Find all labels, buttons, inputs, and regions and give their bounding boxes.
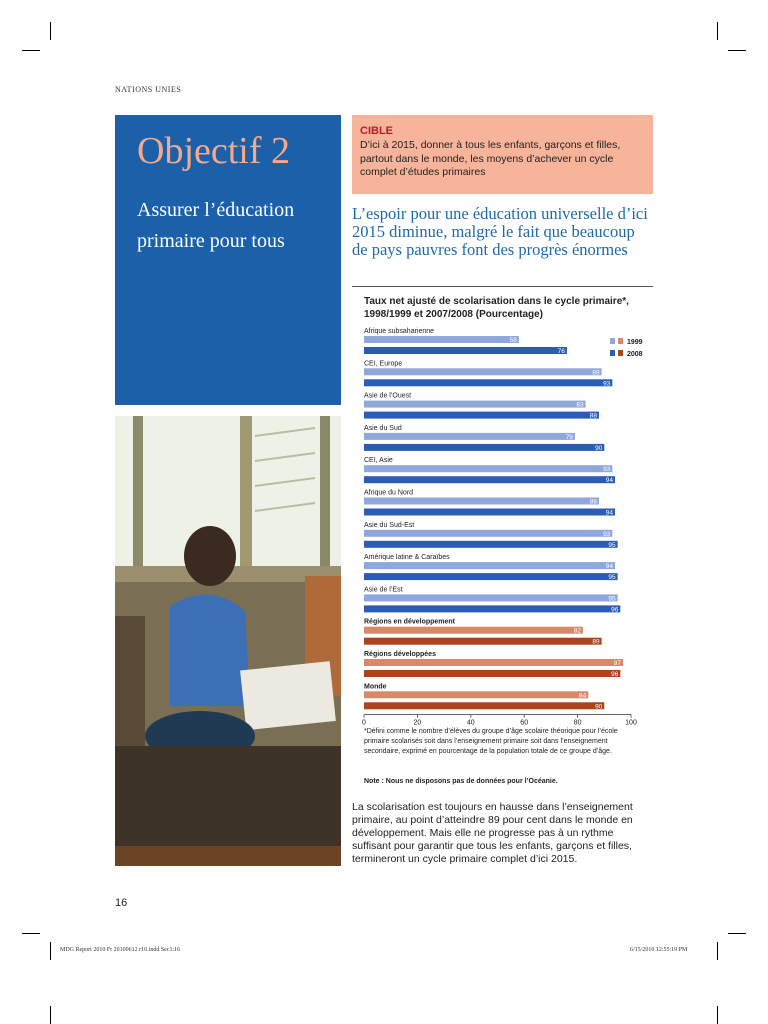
data-label: 94 — [605, 477, 613, 485]
footer-file: MDG Report 2010 Fr 20100612 r10.indd Sec1:16 — [60, 947, 181, 953]
x-tick-label: 0 — [362, 719, 366, 727]
crop-mark — [50, 942, 51, 960]
category-label: CEI, Asie — [364, 457, 393, 465]
data-label: 90 — [595, 444, 603, 452]
data-label: 93 — [603, 380, 611, 388]
legend-swatch — [610, 338, 615, 344]
bar-2008 — [364, 541, 618, 548]
bar-1999 — [364, 594, 618, 601]
category-label: Asie du Sud-Est — [364, 521, 415, 529]
x-tick-label: 20 — [413, 719, 422, 727]
x-tick-label: 60 — [520, 719, 529, 727]
category-label: Asie du Sud — [364, 424, 402, 432]
goal-panel — [115, 115, 341, 405]
data-label: 95 — [608, 595, 616, 603]
data-label: 93 — [603, 530, 611, 538]
crop-mark — [717, 1006, 718, 1024]
data-label: 94 — [605, 509, 613, 517]
body-paragraph: La scolarisation est toujours en hausse dans l’enseignement primaire, au point d’atteindre 89 pour cent dans le monde en développement. Mais elle ne progresse pas à un rythme suffisant pour garantir que tous les enfants, garçons et filles, termineront un cycle primaire complet d’ici 2015. — [352, 801, 633, 865]
bar-2008 — [364, 509, 615, 516]
data-label: 58 — [509, 337, 517, 344]
bar-1999 — [364, 530, 612, 537]
crop-mark — [717, 942, 718, 960]
data-label: 93 — [603, 466, 611, 474]
category-label: Amérique latine & Caraïbes — [364, 554, 450, 562]
legend-swatch — [610, 350, 615, 356]
legend-label: 1999 — [627, 339, 643, 346]
crop-mark — [50, 1006, 51, 1024]
data-label: 88 — [589, 498, 597, 506]
crop-mark — [22, 933, 40, 934]
legend-swatch — [618, 338, 623, 344]
x-tick-label: 100 — [625, 719, 637, 727]
data-label: 90 — [595, 703, 603, 711]
bar-2008 — [364, 670, 620, 677]
bar-2008 — [364, 347, 567, 354]
data-label: 96 — [611, 606, 619, 614]
target-label: CIBLE — [360, 125, 393, 137]
bar-1999 — [364, 433, 575, 440]
legend-label: 2008 — [627, 351, 643, 358]
crop-mark — [717, 22, 718, 40]
enrollment-bar-chart — [360, 325, 655, 730]
crop-mark — [50, 22, 51, 40]
category-label: Monde — [364, 683, 387, 691]
data-label: 95 — [608, 541, 616, 549]
data-label: 97 — [613, 660, 621, 667]
divider — [352, 286, 653, 287]
footer-date: 6/15/2010 12:55:19 PM — [630, 947, 688, 953]
goal-subtitle: Assurer l’éducation primaire pour tous — [137, 199, 295, 252]
data-label: 76 — [557, 348, 565, 355]
bar-1999 — [364, 627, 583, 634]
bar-2008 — [364, 638, 602, 645]
bar-1999 — [364, 498, 599, 505]
running-header: NATIONS UNIES — [115, 85, 182, 94]
bar-2008 — [364, 573, 618, 580]
bar-1999 — [364, 659, 623, 666]
data-label: 83 — [576, 401, 584, 409]
bar-2008 — [364, 605, 620, 612]
data-label: 82 — [573, 627, 581, 635]
category-label: CEI, Europe — [364, 360, 403, 368]
bar-1999 — [364, 336, 519, 343]
bar-1999 — [364, 368, 602, 375]
page-number: 16 — [115, 897, 128, 909]
data-label: 84 — [579, 692, 587, 700]
crop-mark — [728, 933, 746, 934]
data-label: 88 — [589, 412, 597, 420]
category-label: Afrique du Nord — [364, 489, 414, 497]
bar-2008 — [364, 379, 612, 386]
data-label: 89 — [592, 369, 600, 377]
headline: L’espoir pour une éducation universelle d’ici 2015 diminue, malgré le fait que beaucoup de pays pauvres font des progrès énormes — [352, 204, 648, 259]
target-box — [352, 115, 653, 194]
bar-2008 — [364, 702, 604, 709]
bar-1999 — [364, 691, 588, 698]
data-label: 96 — [611, 671, 619, 678]
bar-2008 — [364, 476, 615, 483]
x-tick-label: 80 — [573, 719, 582, 727]
category-label: Asie de l’Ouest — [364, 392, 412, 400]
bar-1999 — [364, 465, 612, 472]
goal-title: Objectif 2 — [137, 130, 291, 172]
category-label: Régions en développement — [364, 618, 456, 626]
classroom-photo — [115, 416, 341, 866]
category-label: Asie de l’Est — [364, 586, 403, 594]
target-text: D’ici à 2015, donner à tous les enfants, garçons et filles, partout dans le monde, les moyens d’achever un cycle complet d’études primaires — [360, 139, 621, 178]
bar-2008 — [364, 444, 604, 451]
bar-1999 — [364, 562, 615, 569]
data-label: 94 — [605, 563, 613, 571]
x-tick-label: 40 — [466, 719, 475, 727]
crop-mark — [22, 50, 40, 51]
data-label: 95 — [608, 574, 616, 582]
bar-1999 — [364, 401, 586, 408]
category-label: Régions développées — [364, 651, 436, 658]
chart-footnote: *Défini comme le nombre d’élèves du groupe d’âge scolaire théorique pour l’école primaire scolarisés soit dans l’enseignement primaire soit dans l’enseignement secondaire, exprimé en pourcentage de la population totale de ce groupe d’âge. — [364, 728, 618, 755]
chart-title: Taux net ajusté de scolarisation dans le cycle primaire*, 1998/1999 et 2007/2008 (Pourcentage) — [364, 296, 629, 320]
data-label: 89 — [592, 638, 600, 646]
bar-2008 — [364, 412, 599, 419]
category-label: Afrique subsaharienne — [364, 328, 435, 335]
data-label: 79 — [565, 433, 573, 441]
chart-note: Note : Nous ne disposons pas de données pour l’Océanie. — [364, 778, 558, 785]
legend-swatch — [618, 350, 623, 356]
crop-mark — [728, 50, 746, 51]
